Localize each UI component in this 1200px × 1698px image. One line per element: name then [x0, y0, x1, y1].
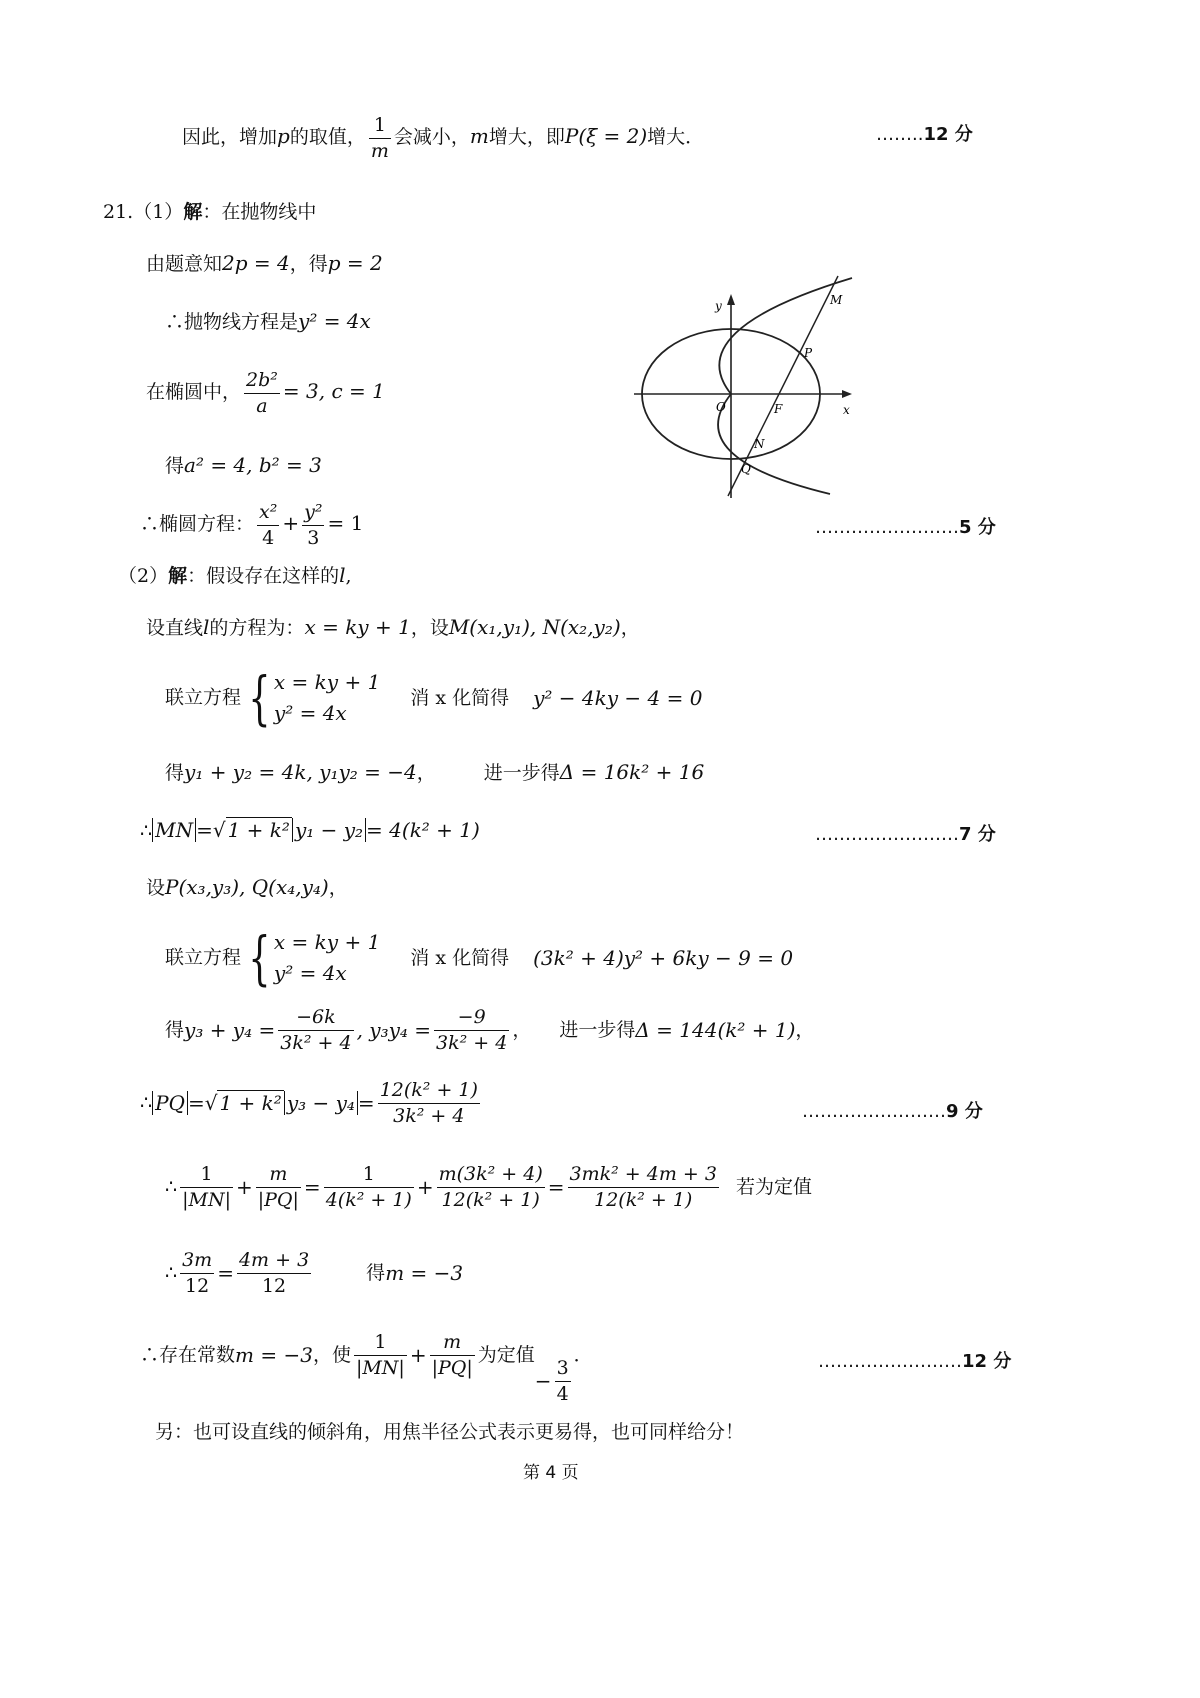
- origin-label: O: [716, 400, 726, 414]
- note-line: 另：也可设直线的倾斜角，用焦半径公式表示更易得，也可同样给分！: [155, 1421, 745, 1443]
- line-conclusion: ∴存在常数m = −3，使 $\frac{1}{|MN|}$ + $\frac{m}{|PQ|}$ 为定值− $\frac{3}{4}$ ．: [140, 1331, 593, 1405]
- x-label: x: [843, 403, 850, 417]
- fraction: $\frac{\text{2b²}}{a}$: [246, 369, 278, 417]
- x-axis-arrow: [842, 390, 852, 398]
- fraction: $\frac{-6k}{\text{3k² + 4}}$: [280, 1006, 352, 1054]
- line-ellipse-eq: ∴椭圆方程： $\frac{\text{x²}}{4}$ + $\frac{\text{y²}}{3}$ = 1: [140, 501, 364, 549]
- line-set-line: 设直线l的方程为：x = ky + 1，设M(x₁,y₁), N(x₂,y₂)，: [146, 615, 640, 639]
- fraction: $\frac{1}{\text{4(k² + 1)}}$: [325, 1163, 412, 1211]
- line-ab: 得a² = 4, b² = 3: [165, 453, 322, 477]
- line-sum: ∴ $\frac{1}{|MN|}$ + $\frac{m}{|PQ|}$ = $\frac{1}{\text{4(k² + 1)}}$ + $\frac{\text{m(3k² + 4)}}{\text{12(k² + 1)}}$ = $\frac{\text{3mk² + 4m + 3}}{\text{12(k² + 1)}}$ 若为定值: [165, 1163, 812, 1211]
- q-label: Q: [741, 462, 751, 476]
- text: ：在抛物线中: [202, 201, 317, 223]
- parabola: [718, 278, 852, 494]
- line-2p: 由题意知2p = 4，得p = 2: [146, 251, 383, 275]
- score-5: ……………………5 分: [815, 517, 996, 538]
- score-9: ……………………9 分: [802, 1101, 983, 1122]
- page-footer: 第 4 页: [523, 1463, 579, 1483]
- fraction: $\frac{3m}{12}$: [182, 1249, 213, 1297]
- n-label: N: [754, 437, 765, 451]
- text: 增大，即: [488, 126, 565, 149]
- line-ellipse-cond: 在椭圆中， $\frac{\text{2b²}}{a}$ = 3, c = 1: [146, 369, 385, 417]
- jie-label: 解: [183, 201, 203, 223]
- fraction: $\frac{\text{x²}}{4}$: [259, 501, 278, 549]
- text: 因此，增加: [182, 126, 278, 149]
- fraction: $\frac{4m + 3}{12}$: [238, 1249, 310, 1297]
- parabola-ellipse-figure: [630, 270, 870, 500]
- y-label: y: [715, 299, 722, 313]
- fraction: $\frac{m}{|PQ|}$: [431, 1331, 473, 1379]
- fraction: $\frac{1}{|MN|}$: [182, 1163, 231, 1211]
- fraction: $\frac{\text{12(k² + 1)}}{\text{3k² + 4}}$: [379, 1079, 478, 1127]
- m-label: M: [830, 293, 843, 307]
- line-parabola-eq: ∴抛物线方程是y² = 4x: [165, 309, 371, 333]
- fraction: $\frac{1}{|MN|}$: [355, 1331, 405, 1379]
- text: 会减小，: [393, 126, 470, 149]
- var-m: m: [469, 124, 489, 149]
- fraction: $\frac{\text{m(3k² + 4)}}{\text{12(k² + 1)}}$: [438, 1163, 543, 1211]
- line-pq-length: ∴ PQ =√ 1 + k² y₃ − y₄ = $\frac{\text{12(k² + 1)}}{\text{3k² + 4}}$: [140, 1079, 478, 1127]
- problem-21-header: [103, 201, 316, 224]
- fraction: $\frac{-9}{\text{3k² + 4}}$: [436, 1006, 508, 1054]
- fraction: $\frac{\text{3mk² + 4m + 3}}{\text{12(k² + 1)}}$: [569, 1163, 717, 1211]
- score-12-bottom: ……………………12 分: [818, 1351, 1012, 1372]
- line-ratio: ∴ $\frac{3m}{12}$ = $\frac{4m + 3}{12}$ 得m = −3: [165, 1249, 464, 1297]
- fraction: $\frac{3}{4}$: [556, 1357, 569, 1405]
- focus-label: F: [774, 402, 783, 416]
- text: 的取值，: [289, 126, 366, 149]
- part2-header: （2）解：假设存在这样的l,: [118, 563, 352, 587]
- line-mn-length: ∴ MN =√ 1 + k² y₁ − y₂ = 4(k² + 1): [140, 818, 480, 842]
- text: 增大．: [647, 126, 705, 149]
- line-set-pq: 设P(x₃,y₃), Q(x₄,y₄)，: [146, 875, 348, 899]
- line-top: [182, 113, 704, 163]
- line-vieta-1: 得y₁ + y₂ = 4k, y₁y₂ = −4， 进一步得Δ = 16k² + 16: [165, 760, 705, 784]
- var-p: p: [277, 124, 290, 149]
- score-7: ……………………7 分: [815, 824, 996, 845]
- p-label: P: [804, 346, 813, 360]
- score-12-top: ……..12 分: [876, 124, 973, 145]
- y-axis-arrow: [727, 294, 735, 305]
- problem-number: 21.: [103, 201, 134, 223]
- probability-expr: P(ξ = 2): [564, 124, 648, 149]
- fraction: $\frac{1}{m}$: [370, 114, 389, 162]
- line-vieta-2: 得y₃ + y₄ = $\frac{-6k}{\text{3k² + 4}}$ , y₃y₄ = $\frac{-9}{\text{3k² + 4}}$ ， 进一步得Δ = 144(k² + 1)，: [165, 1006, 815, 1054]
- fraction: $\frac{m}{|PQ|}$: [257, 1163, 299, 1211]
- system-2: 联立方程 { x = ky + 1 y² = 4x 消 x 化简得 (3k² + 4)y² + 6ky − 9 = 0: [165, 924, 794, 992]
- part-label: （1）: [133, 201, 184, 223]
- system-1: 联立方程 { x = ky + 1 y² = 4x 消 x 化简得 y² − 4ky − 4 = 0: [165, 664, 703, 732]
- fraction: $\frac{\text{y²}}{3}$: [304, 501, 323, 549]
